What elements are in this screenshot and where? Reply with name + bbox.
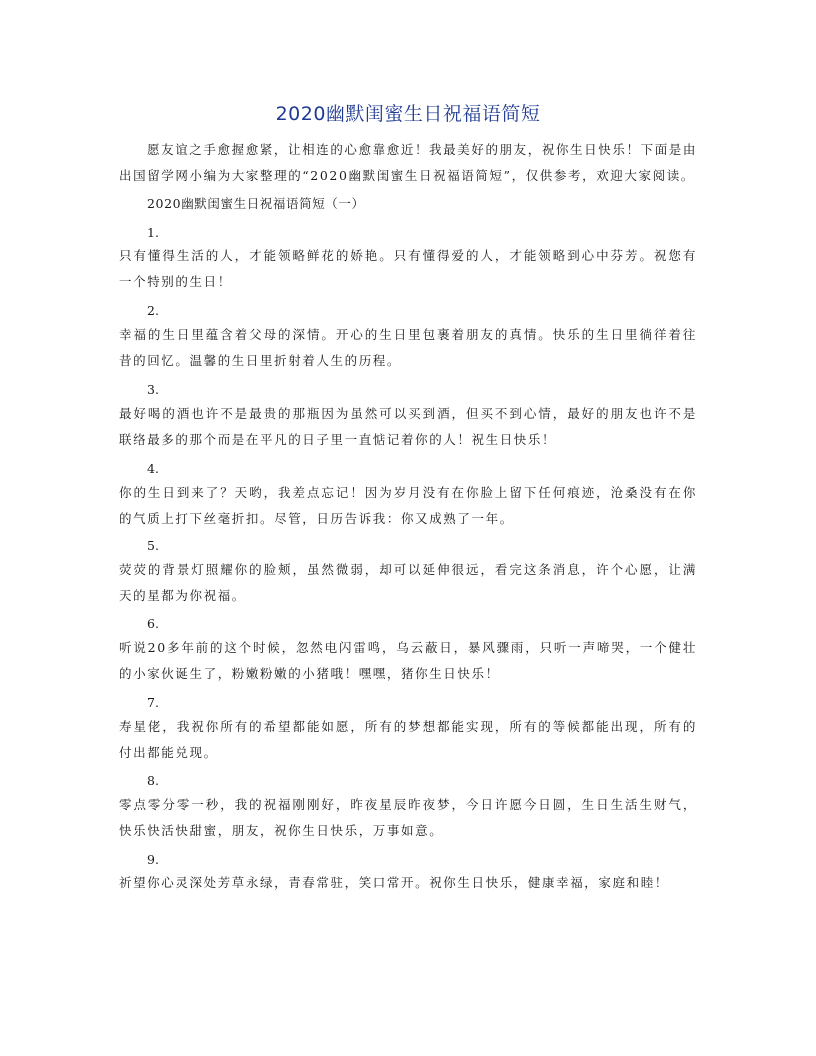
item-number: 9. xyxy=(147,852,159,867)
section-heading: 2020幽默闺蜜生日祝福语简短（一） xyxy=(147,196,365,211)
item-number: 4. xyxy=(147,461,159,476)
item-number: 1. xyxy=(147,225,159,240)
item-text: 只有懂得生活的人，才能领略鲜花的娇艳。只有懂得爱的人，才能领略到心中芬芳。祝您有一个特别的生日！ xyxy=(119,248,697,289)
item-text: 听说20多年前的这个时候，忽然电闪雷鸣，乌云蔽日，暴风骤雨，只听一声啼哭，一个健壮的小家伙诞生了，粉嫩粉嫩的小猪哦！嘿嘿，猪你生日快乐！ xyxy=(119,640,697,681)
item-text: 最好喝的酒也许不是最贵的那瓶因为虽然可以买到酒，但买不到心情，最好的朋友也许不是联络最多的那个而是在平凡的日子里一直惦记着你的人！祝生日快乐！ xyxy=(119,406,697,447)
item-text: 荧荧的背景灯照耀你的脸颊，虽然微弱，却可以延伸很远，看完这条消息，许个心愿，让满天的星都为你祝福。 xyxy=(119,562,697,603)
item-text: 你的生日到来了？天哟，我差点忘记！因为岁月没有在你脸上留下任何痕迹，沧桑没有在你的气质上打下丝毫折扣。尽管，日历告诉我：你又成熟了一年。 xyxy=(119,485,697,526)
item-text: 祈望你心灵深处芳草永绿，青春常驻，笑口常开。祝你生日快乐，健康幸福，家庭和睦！ xyxy=(119,875,669,890)
item-text: 零点零分零一秒，我的祝福刚刚好，昨夜星辰昨夜梦，今日许愿今日圆，生日生活生财气，快乐快活快甜蜜，朋友，祝你生日快乐，万事如意。 xyxy=(119,797,697,838)
item-number: 7. xyxy=(147,695,159,710)
item-text: 寿星佬，我祝你所有的希望都能如愿，所有的梦想都能实现，所有的等候都能出现，所有的付出都能兑现。 xyxy=(119,719,697,760)
item-number: 2. xyxy=(147,303,159,318)
page-title: 2020幽默闺蜜生日祝福语简短 xyxy=(275,103,541,125)
intro-paragraph: 愿友谊之手愈握愈紧，让相连的心愈靠愈近！我最美好的朋友，祝你生日快乐！下面是由出国留学网小编为大家整理的“2020幽默闺蜜生日祝福语简短”，仅供参考，欢迎大家阅读。 xyxy=(119,142,697,183)
item-number: 3. xyxy=(147,382,159,397)
item-number: 8. xyxy=(147,773,159,788)
item-text: 幸福的生日里蕴含着父母的深情。开心的生日里包裹着朋友的真情。快乐的生日里徜徉着往昔的回忆。温馨的生日里折射着人生的历程。 xyxy=(119,327,697,368)
item-number: 6. xyxy=(147,616,159,631)
item-number: 5. xyxy=(147,538,159,553)
